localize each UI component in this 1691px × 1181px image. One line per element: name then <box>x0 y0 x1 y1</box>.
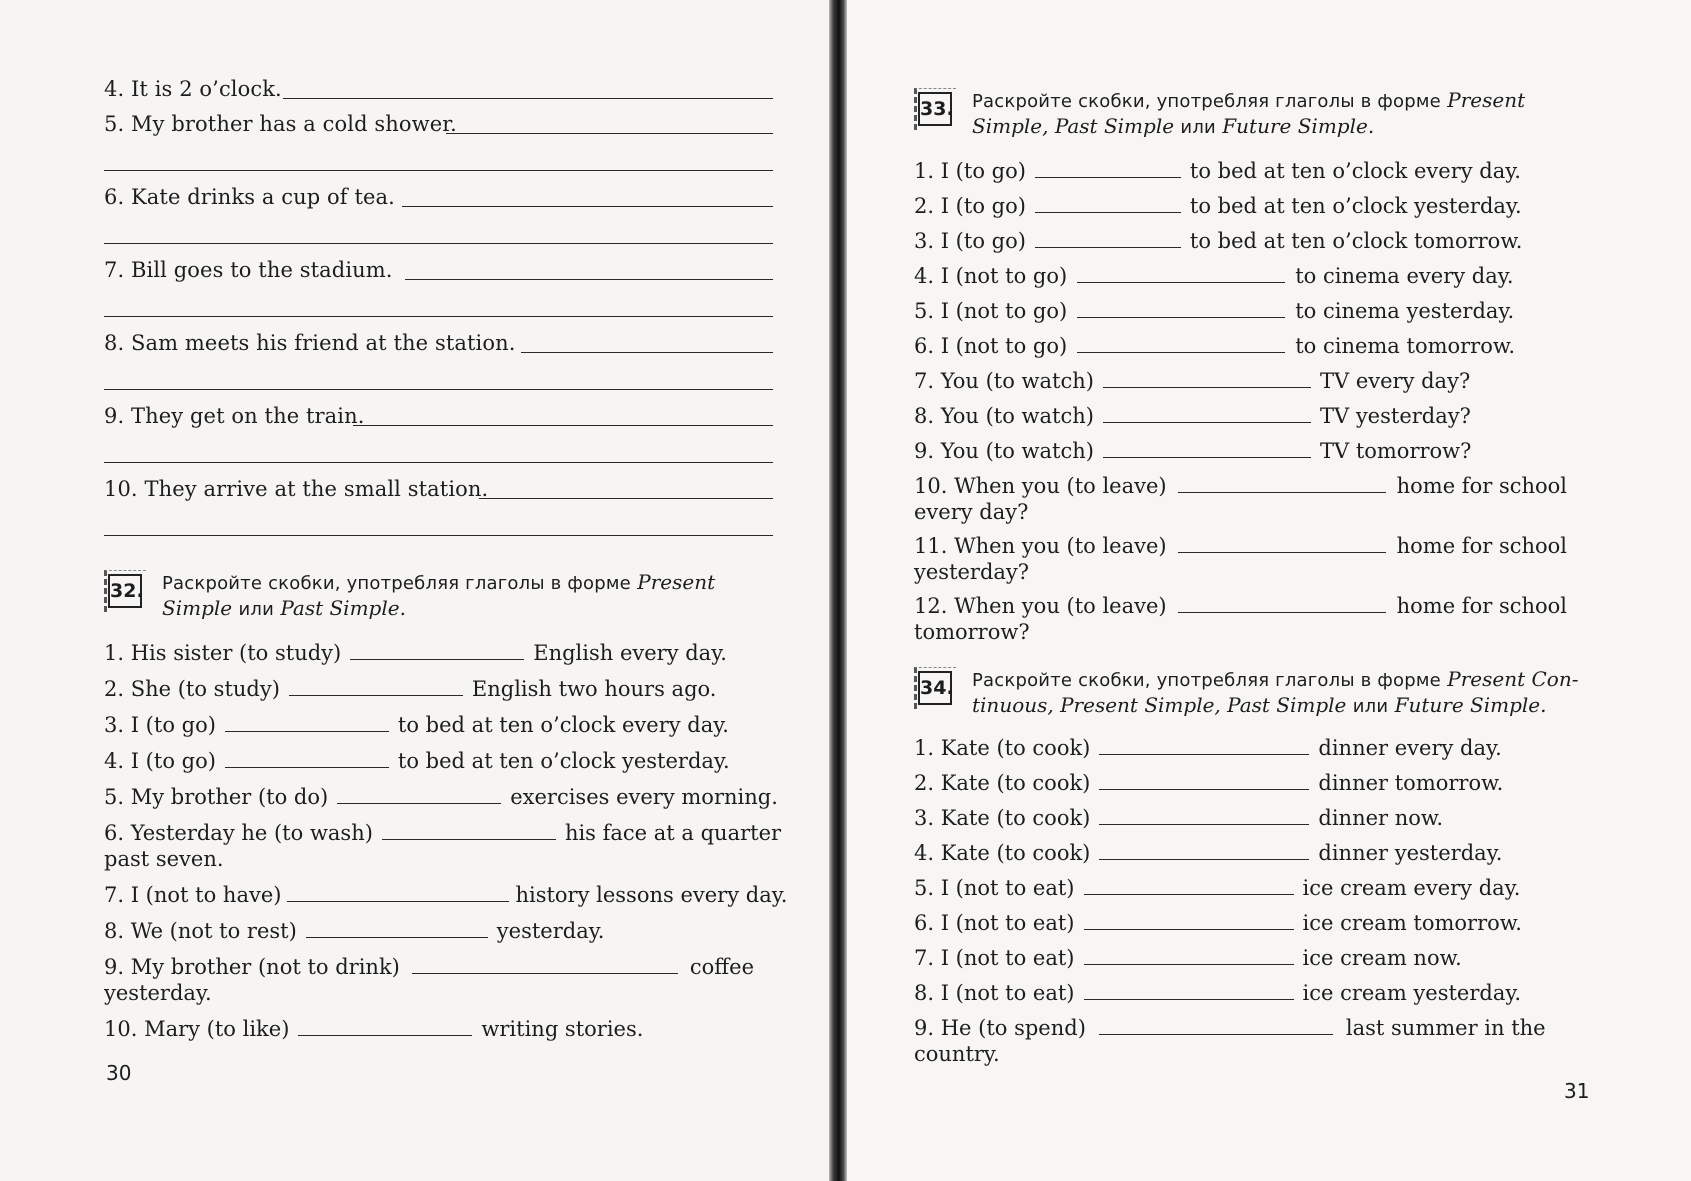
task34-item-7: 7. I (not to eat) ice cream now. <box>914 946 1462 970</box>
left-page <box>0 0 835 1181</box>
task33-item-11: 11. When you (to leave) home for school yesterday? <box>914 534 1568 584</box>
right-page <box>847 0 1691 1181</box>
task33-item-8: 8. You (to watch) TV yesterday? <box>914 404 1471 428</box>
answer-line[interactable] <box>521 352 773 353</box>
task33-item-6: 6. I (not to go) to cinema tomorrow. <box>914 334 1516 358</box>
task-number-badge: 32. <box>104 570 148 610</box>
task-instruction: Раскройте скобки, употребляя глаголы в форме Present Simple, Past Simple или Future Simple. <box>972 88 1526 138</box>
task-instruction: Раскройте скобки, употребляя глаголы в форме Present Simple или Past Simple. <box>162 570 716 620</box>
answer-line[interactable] <box>104 535 773 536</box>
task33-item-12: 12. When you (to leave) home for school tomorrow? <box>914 594 1568 644</box>
transform-item-5: 5. My brother has a cold shower. <box>104 112 457 136</box>
task32-item-5: 5. My brother (to do) exercises every morning. <box>104 785 778 809</box>
answer-blank[interactable] <box>1077 263 1285 283</box>
answer-line[interactable] <box>283 98 773 99</box>
task-instruction: Раскройте скобки, употребляя глаголы в форме Present Con- tinuous, Present Simple, Past Simple или Future Simple. <box>972 667 1579 717</box>
answer-blank[interactable] <box>350 640 524 660</box>
task34-item-8: 8. I (not to eat) ice cream yesterday. <box>914 981 1522 1005</box>
page-number: 31 <box>1564 1079 1590 1103</box>
task33-item-5: 5. I (not to go) to cinema yesterday. <box>914 299 1515 323</box>
answer-line[interactable] <box>104 389 773 390</box>
answer-blank[interactable] <box>1084 945 1294 965</box>
transform-item-7: 7. Bill goes to the stadium. <box>104 258 393 282</box>
answer-line[interactable] <box>104 170 773 171</box>
task33-item-4: 4. I (not to go) to cinema every day. <box>914 264 1514 288</box>
task34-item-1: 1. Kate (to cook) dinner every day. <box>914 736 1502 760</box>
task32-item-10: 10. Mary (to like) writing stories. <box>104 1017 644 1041</box>
answer-blank[interactable] <box>1099 770 1309 790</box>
answer-blank[interactable] <box>1178 593 1386 613</box>
task33-item-9: 9. You (to watch) TV tomorrow? <box>914 439 1472 463</box>
transform-item-10: 10. They arrive at the small station. <box>104 477 489 501</box>
answer-blank[interactable] <box>382 820 556 840</box>
task-number-badge: 34. <box>914 667 958 707</box>
task32-item-3: 3. I (to go) to bed at ten o’clock every day. <box>104 713 729 737</box>
answer-blank[interactable] <box>1084 875 1294 895</box>
task-32-header <box>104 570 784 622</box>
answer-blank[interactable] <box>1084 910 1294 930</box>
task-34-header <box>914 667 1634 719</box>
task34-item-6: 6. I (not to eat) ice cream tomorrow. <box>914 911 1522 935</box>
task33-item-2: 2. I (to go) to bed at ten o’clock yesterday. <box>914 194 1522 218</box>
answer-blank[interactable] <box>1103 438 1311 458</box>
answer-blank[interactable] <box>1084 980 1294 1000</box>
task34-item-2: 2. Kate (to cook) dinner tomorrow. <box>914 771 1504 795</box>
answer-blank[interactable] <box>1178 533 1386 553</box>
answer-blank[interactable] <box>1077 298 1285 318</box>
answer-blank[interactable] <box>1103 368 1311 388</box>
task33-item-7: 7. You (to watch) TV every day? <box>914 369 1471 393</box>
answer-blank[interactable] <box>289 676 463 696</box>
task32-item-4: 4. I (to go) to bed at ten o’clock yesterday. <box>104 749 730 773</box>
transform-item-8: 8. Sam meets his friend at the station. <box>104 331 516 355</box>
task32-item-7: 7. I (not to have) history lessons every day. <box>104 883 788 907</box>
answer-blank[interactable] <box>1099 1015 1333 1035</box>
answer-line[interactable] <box>446 133 773 134</box>
answer-blank[interactable] <box>1077 333 1285 353</box>
answer-line[interactable] <box>104 243 773 244</box>
answer-blank[interactable] <box>1178 473 1386 493</box>
answer-blank[interactable] <box>298 1016 472 1036</box>
task-number-badge: 33. <box>914 88 958 128</box>
page-number: 30 <box>106 1061 132 1085</box>
answer-blank[interactable] <box>225 748 389 768</box>
task-33-header <box>914 88 1634 140</box>
task34-item-3: 3. Kate (to cook) dinner now. <box>914 806 1444 830</box>
transform-item-4: 4. It is 2 o’clock. <box>104 77 282 101</box>
answer-line[interactable] <box>402 206 773 207</box>
answer-blank[interactable] <box>412 954 678 974</box>
answer-line[interactable] <box>104 462 773 463</box>
answer-blank[interactable] <box>1103 403 1311 423</box>
task33-item-1: 1. I (to go) to bed at ten o’clock every day. <box>914 159 1521 183</box>
answer-blank[interactable] <box>225 712 389 732</box>
answer-blank[interactable] <box>337 784 501 804</box>
task33-item-3: 3. I (to go) to bed at ten o’clock tomorrow. <box>914 229 1523 253</box>
task32-item-6: 6. Yesterday he (to wash) his face at a quarter past seven. <box>104 821 782 871</box>
book-spine <box>829 0 847 1181</box>
answer-line[interactable] <box>479 498 773 499</box>
answer-blank[interactable] <box>287 882 509 902</box>
answer-blank[interactable] <box>1099 735 1309 755</box>
task33-item-10: 10. When you (to leave) home for school every day? <box>914 474 1568 524</box>
task34-item-5: 5. I (not to eat) ice cream every day. <box>914 876 1521 900</box>
answer-line[interactable] <box>405 279 773 280</box>
task32-item-9: 9. My brother (not to drink) coffee yesterday. <box>104 955 755 1005</box>
answer-blank[interactable] <box>1035 228 1181 248</box>
task32-item-8: 8. We (not to rest) yesterday. <box>104 919 605 943</box>
answer-blank[interactable] <box>306 918 488 938</box>
answer-blank[interactable] <box>1099 840 1309 860</box>
task32-item-1: 1. His sister (to study) English every day. <box>104 641 727 665</box>
task34-item-9: 9. He (to spend) last summer in the country. <box>914 1016 1546 1066</box>
answer-line[interactable] <box>104 316 773 317</box>
answer-line[interactable] <box>353 425 773 426</box>
transform-item-9: 9. They get on the train. <box>104 404 365 428</box>
task32-item-2: 2. She (to study) English two hours ago. <box>104 677 717 701</box>
answer-blank[interactable] <box>1035 158 1181 178</box>
transform-item-6: 6. Kate drinks a cup of tea. <box>104 185 395 209</box>
task34-item-4: 4. Kate (to cook) dinner yesterday. <box>914 841 1503 865</box>
answer-blank[interactable] <box>1099 805 1309 825</box>
answer-blank[interactable] <box>1035 193 1181 213</box>
